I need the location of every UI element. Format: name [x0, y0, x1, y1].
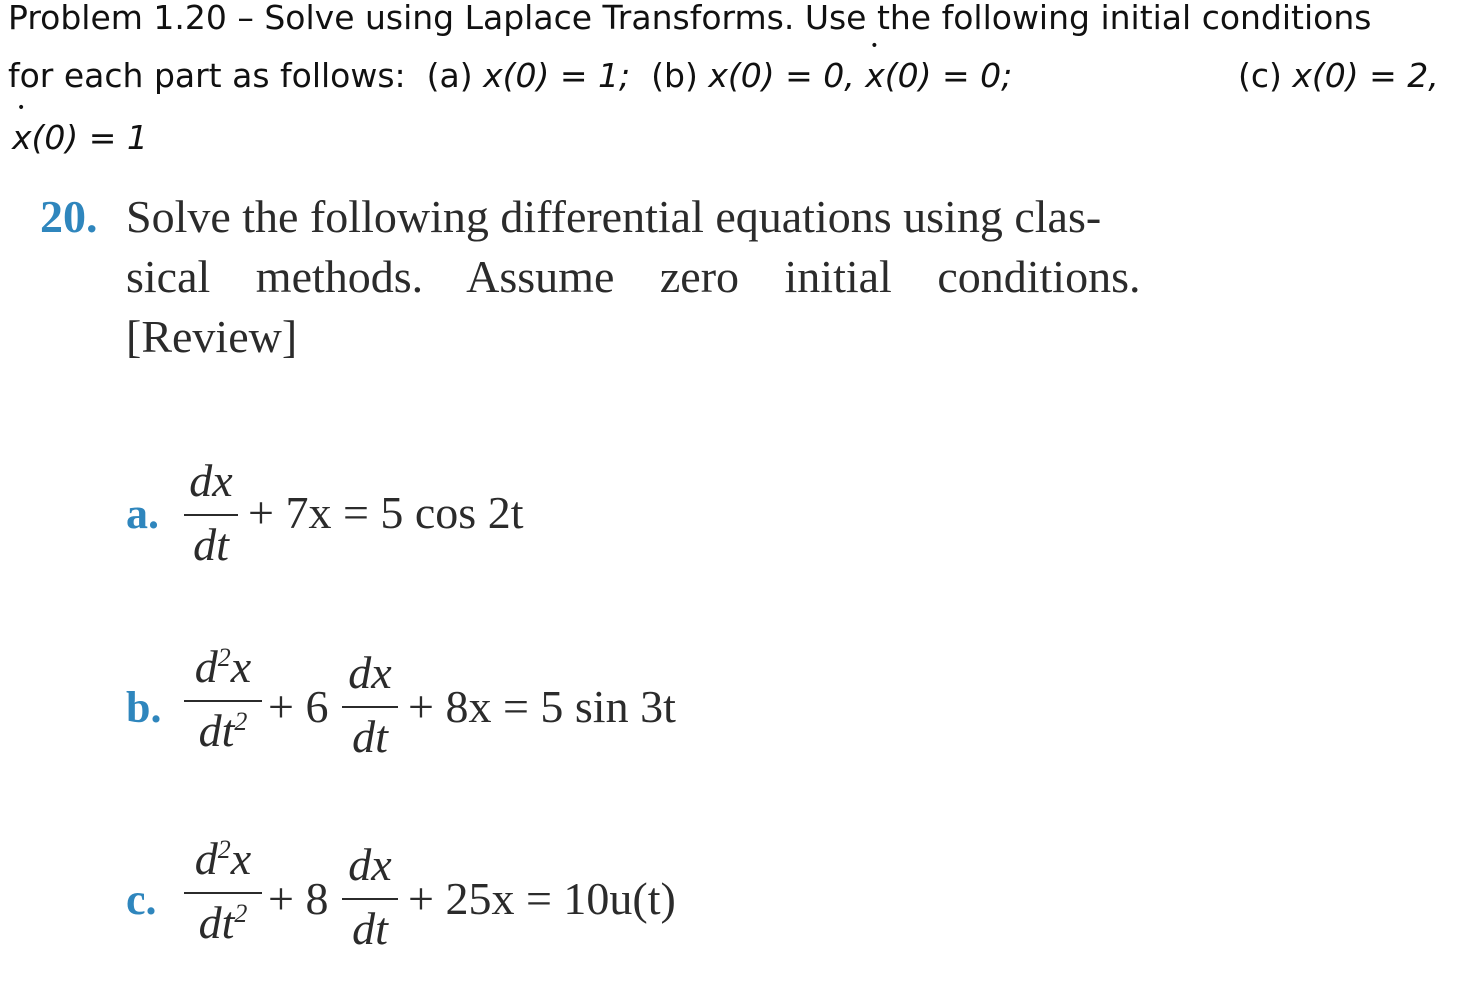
part-b-op-1: + 6 — [268, 681, 329, 732]
part-b-rest: + 8x = 5 sin 3t — [408, 681, 676, 732]
part-b-denominator-1: $dt^2$ — [198, 705, 248, 756]
part-b-label: b. — [126, 683, 162, 732]
header-prefix: for each part as follows: — [8, 56, 406, 95]
cond-b-value-1: x(0) = 0, — [708, 56, 855, 95]
part-b-numerator-2: dx — [342, 650, 398, 708]
cond-c-value-1: x(0) = 2, — [1292, 56, 1439, 95]
cond-b-label: (b) — [651, 56, 698, 95]
problem-number: 20. — [40, 191, 98, 242]
problem-text-line-1: Solve the following differential equations using clas- — [126, 191, 1102, 242]
problem-header-line-1: Problem 1.20 – Solve using Laplace Transforms. Use the following initial conditions — [8, 0, 1372, 37]
cond-b-value-2: (0) = 0; — [884, 56, 1013, 95]
part-c-fraction-2 — [342, 839, 398, 954]
part-c-denominator-2: dt — [352, 903, 388, 954]
part-a-rest: + 7x = 5 cos 2t — [248, 487, 524, 538]
x-dot-symbol: x • — [865, 56, 885, 95]
part-b-fraction-1 — [184, 641, 262, 756]
part-b-fraction-2 — [342, 647, 398, 762]
cond-c-line-2 — [12, 118, 148, 157]
problem-text-line-3: [Review] — [126, 311, 298, 362]
cond-a-value: x(0) = 1; — [483, 56, 631, 95]
part-c-label: c. — [126, 875, 157, 924]
part-c-numerator-2: dx — [342, 842, 398, 900]
cond-c-label: (c) — [1238, 56, 1282, 95]
part-a-numerator: dx — [184, 458, 238, 516]
part-c-numerator-1: $d^2x$ — [184, 836, 262, 894]
part-c-denominator-1: $dt^2$ — [198, 897, 248, 948]
cond-a-label: (a) — [426, 56, 473, 95]
part-a-denominator: dt — [193, 519, 229, 570]
cond-c-value-2: (0) = 1 — [31, 118, 148, 157]
part-b-denominator-2: dt — [352, 711, 388, 762]
part-a-fraction — [184, 455, 238, 570]
problem-text-line-2: sical methods. Assume zero initial conditions. — [126, 251, 1141, 302]
part-c-rest: + 25x = 10u(t) — [408, 873, 676, 924]
part-c-fraction-1 — [184, 833, 262, 948]
x-dot-symbol: x • — [12, 118, 32, 157]
part-b-numerator-1: $d^2x$ — [184, 644, 262, 702]
cond-c — [1238, 56, 1439, 95]
part-a-label: a. — [126, 489, 159, 538]
part-c-op-1: + 8 — [268, 873, 329, 924]
problem-header-line-2 — [8, 56, 1012, 95]
